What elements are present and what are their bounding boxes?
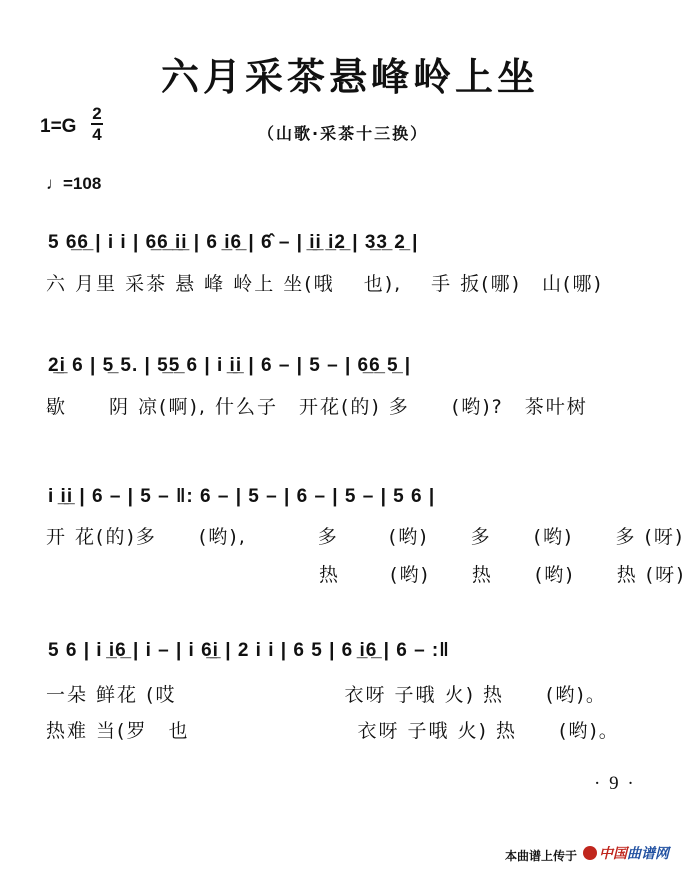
page-number: · 9 · bbox=[594, 773, 636, 794]
subtitle: （山歌·采茶十三换） bbox=[258, 124, 429, 143]
lyric-line-1: 六 月里 采茶 悬 峰 岭上 坐(哦 也), 手 扳(哪) 山(哪) bbox=[46, 273, 603, 295]
page-title: 六月采茶悬峰岭上坐 bbox=[160, 55, 539, 99]
tempo-marking: ♩=108 bbox=[46, 174, 102, 193]
time-signature-top: 2 bbox=[92, 104, 102, 123]
notation-line-1: 5 6̲6̲ | i i | 6̲6̲ i̲i̲ | 6 i̲6̲ | 6̂ – | i̲i̲ i̲2̲ | 3̲3̲ 2̲ | bbox=[48, 232, 419, 253]
lyric-line-2: 歇 阴 凉(啊), 什么子 开花(的) 多 (哟)? 茶叶树 bbox=[46, 396, 588, 418]
notation-line-3: i i̲i̲ | 6 – | 5 – ‖: 6 – | 5 – | 6 – | 5 – | 5 6 | bbox=[48, 486, 436, 507]
time-signature bbox=[90, 104, 104, 144]
notation-line-4: 5 6 | i i̲6̲ | i – | i 6̲i̲ | 2 i i | 6 5 | 6 i̲6̲ | 6 – :‖ bbox=[48, 640, 450, 661]
time-signature-bottom: 4 bbox=[92, 125, 102, 144]
lyric-line-4b: 热难 当(罗 也 衣呀 子哦 火) 热 (哟)。 bbox=[46, 720, 620, 742]
notation-line-2: 2̲i̲ 6 | 5̲ 5. | 5̲5̲ 6 | i i̲i̲ | 6 – | 5 – | 6̲6̲ 5̲ | bbox=[48, 355, 412, 376]
lyric-line-4a: 一朵 鲜花 (哎 衣呀 子哦 火) 热 (哟)。 bbox=[46, 684, 607, 706]
lyric-line-3a: 开 花(的)多 (哟), 多 (哟) 多 (哟) 多 (呀) bbox=[46, 526, 685, 548]
upload-note: 本曲谱上传于 bbox=[505, 849, 578, 863]
lyric-line-3b: 热 (哟) 热 (哟) 热 (呀) bbox=[46, 564, 686, 586]
logo-icon bbox=[583, 846, 597, 860]
logo-text-part1: 中国 bbox=[599, 846, 627, 862]
logo-text-part2: 曲谱网 bbox=[627, 846, 669, 862]
site-logo bbox=[583, 843, 669, 863]
key-signature: 1=G bbox=[40, 116, 77, 137]
